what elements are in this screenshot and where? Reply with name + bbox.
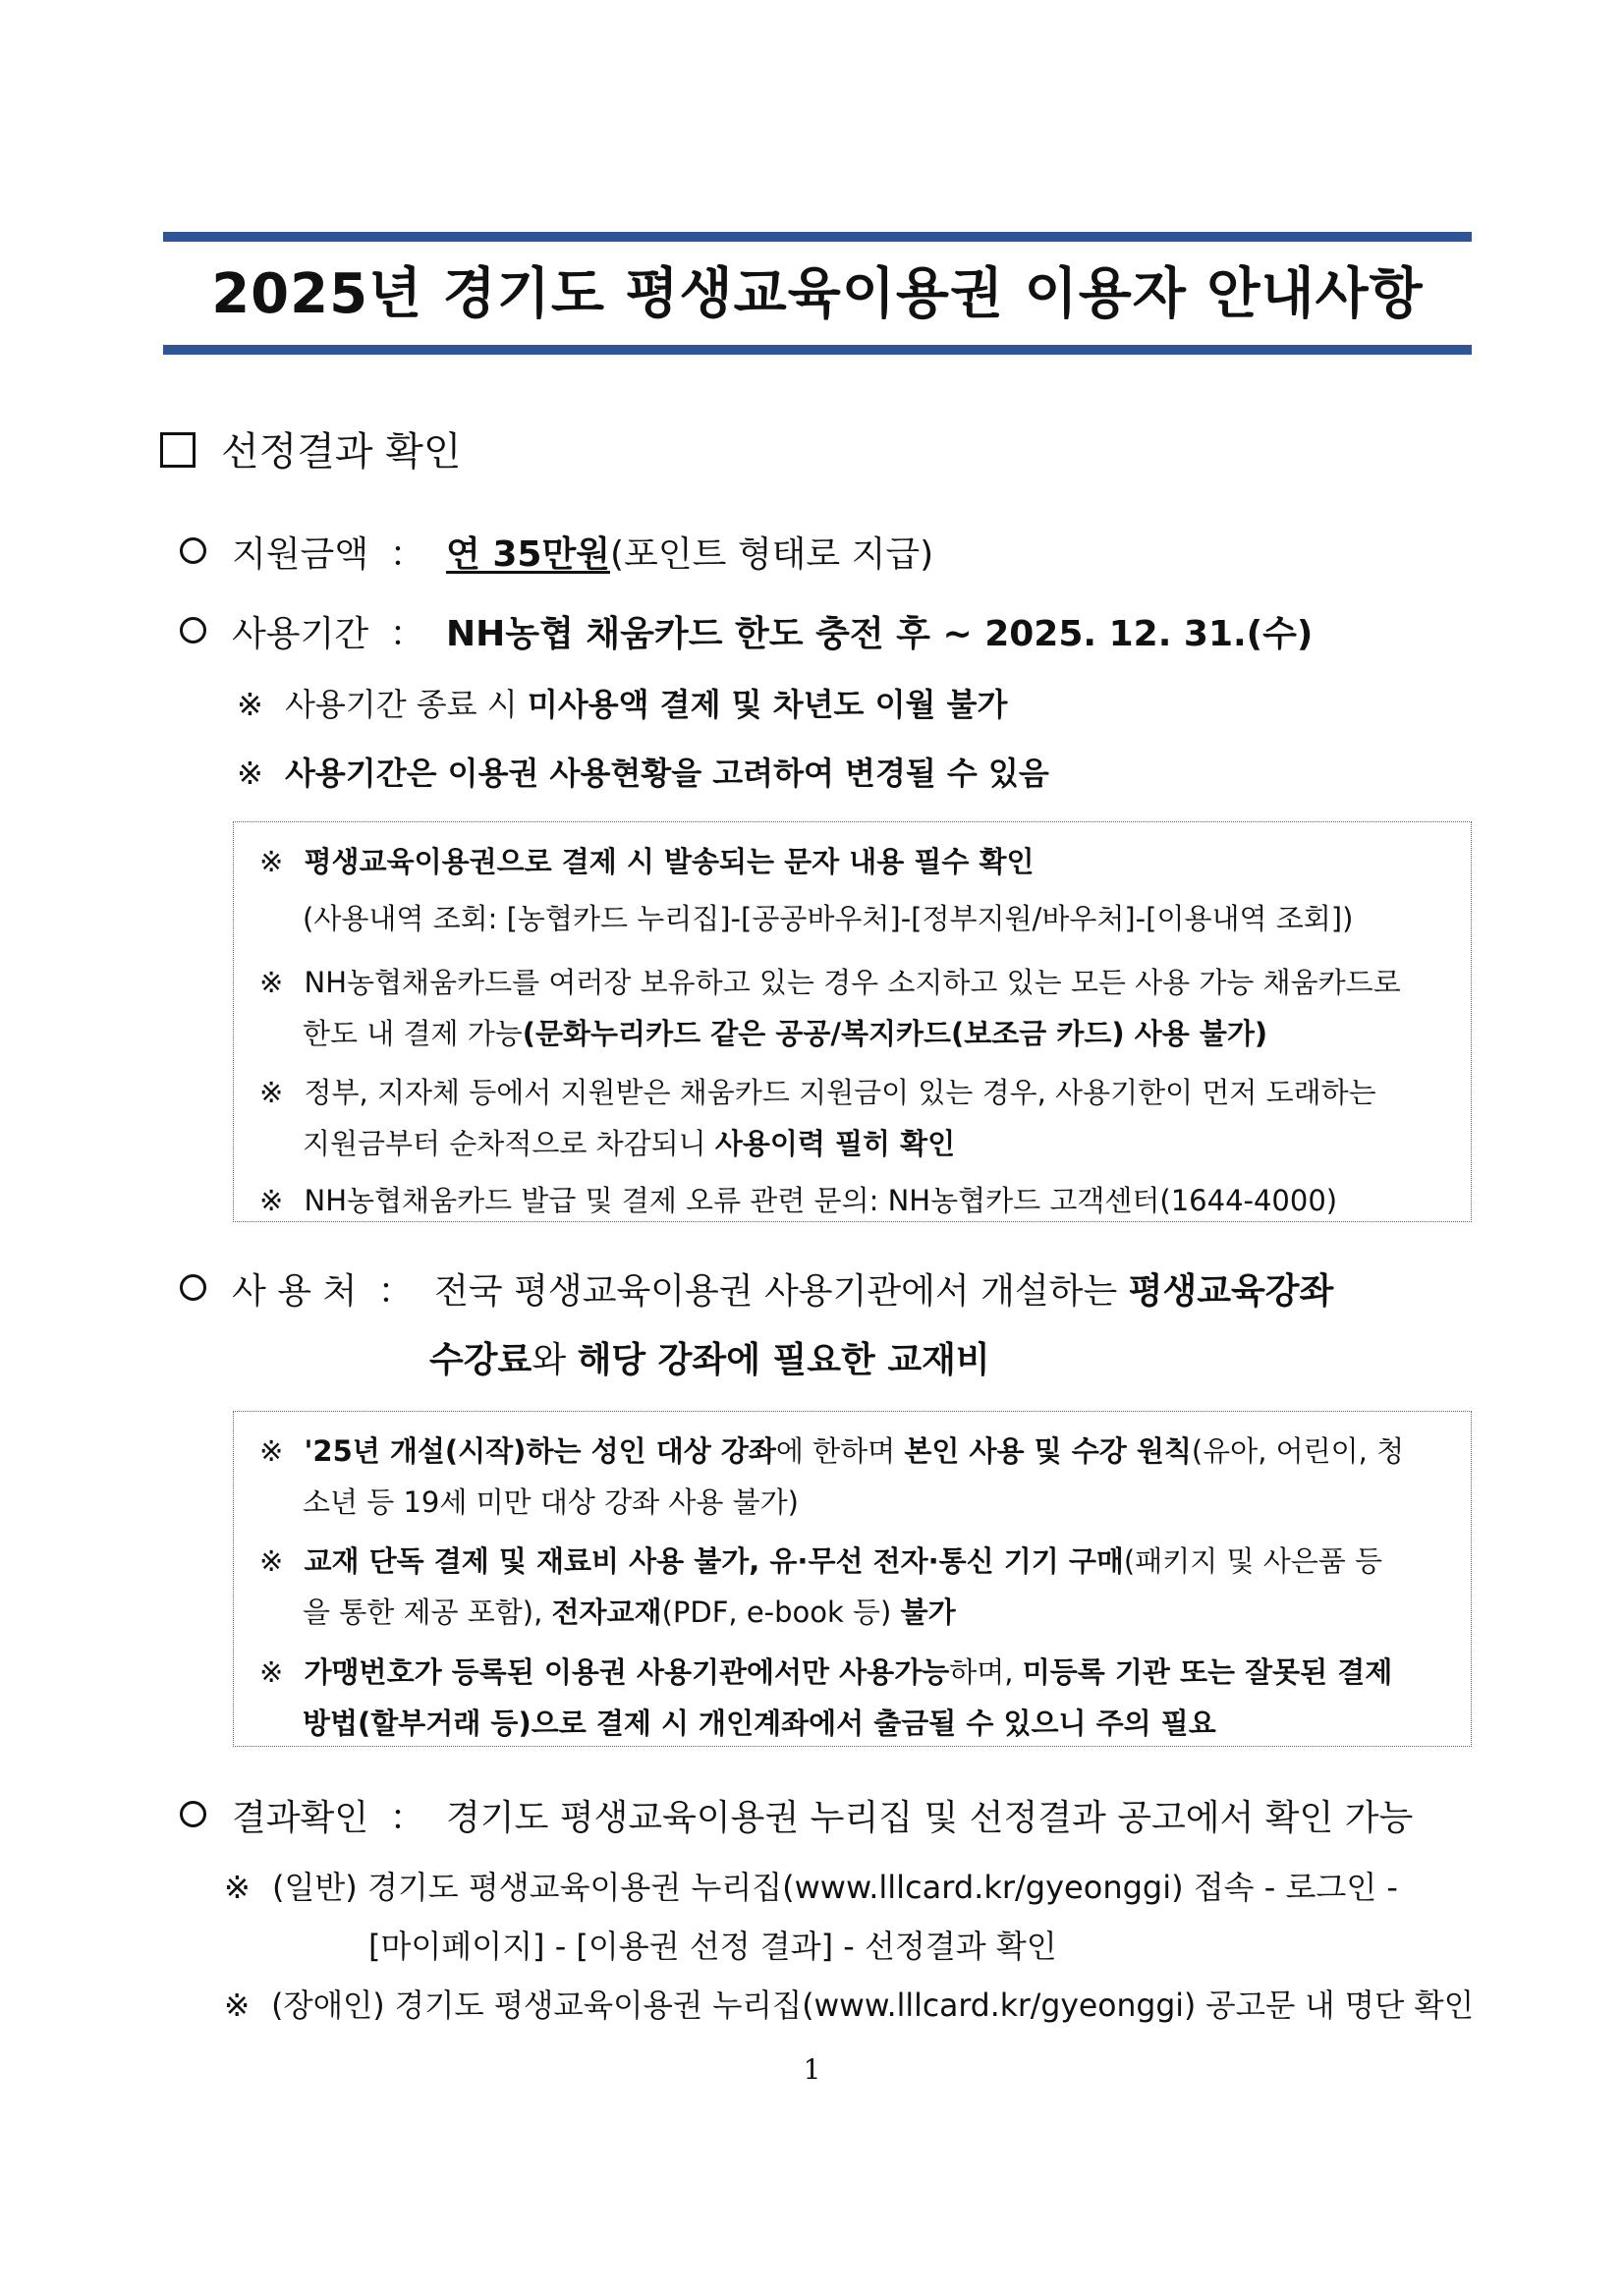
note-mark: ※ (259, 1655, 284, 1689)
bullet-circle-icon (180, 537, 206, 564)
box1-item-3-line2 (303, 1122, 955, 1162)
usage-label: 사 용 처 (232, 1271, 358, 1312)
period-note-1 (237, 680, 1007, 725)
support-label: 지원금액 (232, 534, 369, 575)
note-bold-text: 평생교육이용권으로 결제 시 발송되는 문자 내용 필수 확인 (304, 845, 1035, 878)
note-text: (일반) 경기도 평생교육이용권 누리집(www.lllcard.kr/gyeonggi) 접속 - 로그인 - (271, 1869, 1398, 1906)
period-note-2 (237, 749, 1049, 794)
note-mark: ※ (237, 755, 263, 792)
note-bold-text: (문화누리카드 같은 공공/복지카드(보조금 카드) 사용 불가) (522, 1017, 1268, 1050)
note-text: 한도 내 결제 가능 (303, 1017, 523, 1050)
note-mark: ※ (259, 966, 284, 999)
title-top-rule (163, 232, 1472, 242)
result-separator: ： (389, 1798, 425, 1838)
usage-bold-text: 평생교육강좌 (1128, 1271, 1334, 1312)
note-text: (PDF, e-book 등) (661, 1596, 901, 1629)
note-bold-text: 사용기간은 이용권 사용현황을 고려하여 변경될 수 있음 (284, 755, 1049, 792)
box2-item-1-line2: 소년 등 19세 미만 대상 강좌 사용 불가) (303, 1485, 799, 1519)
box1-item-3 (259, 1071, 1376, 1111)
usage-place-line (180, 1263, 1333, 1314)
usage-separator: ： (377, 1271, 414, 1312)
bullet-circle-icon (180, 1274, 206, 1301)
period-label: 사용기간 (232, 614, 369, 654)
box2-item-1 (259, 1429, 1404, 1470)
box1-item-4 (259, 1179, 1337, 1219)
note-text: (유아, 어린이, 청 (1191, 1434, 1405, 1468)
note-text: 하며, (949, 1655, 1023, 1689)
box1-item-2 (259, 961, 1401, 1001)
note-text: 정부, 지자체 등에서 지원받은 채움카드 지원금이 있는 경우, 사용기한이 먼저 도래하는 (304, 1076, 1376, 1109)
note-text: 지원금부터 순차적으로 차감되니 (303, 1127, 715, 1160)
note-bold-text: 사용이력 필히 확인 (714, 1127, 956, 1160)
box1-item-2-line2 (303, 1012, 1267, 1052)
checkbox-square-icon (160, 432, 196, 468)
note-mark: ※ (224, 1869, 251, 1906)
note-text: 을 통한 제공 포함), (303, 1596, 552, 1629)
support-note: (포인트 형태로 지급) (610, 534, 934, 575)
note-bold-text: 방법(할부거래 등)으로 결제 시 개인계좌에서 출금될 수 있으니 주의 필요 (303, 1707, 1216, 1740)
box2-item-2 (259, 1540, 1382, 1580)
note-bold-text: 불가 (900, 1596, 956, 1629)
period-value: NH농협 채움카드 한도 충전 후 ~ 2025. 12. 31.(수) (446, 614, 1314, 654)
note-mark: ※ (259, 1544, 284, 1578)
note-text: (장애인) 경기도 평생교육이용권 누리집(www.lllcard.kr/gyeonggi) 공고문 내 명단 확인 (271, 1987, 1475, 2024)
box2-item-3-line2 (303, 1702, 1216, 1742)
result-note-2 (224, 1981, 1474, 2026)
support-amount-line (180, 527, 933, 577)
result-check-line (180, 1790, 1413, 1840)
note-bold-text: 미등록 기관 또는 잘못된 결제 (1022, 1655, 1393, 1689)
note-bold-text: 미사용액 결제 및 차년도 이월 불가 (527, 686, 1008, 723)
note-mark: ※ (259, 1184, 284, 1217)
box1-item-1-line2: (사용내역 조회: [농협카드 누리집]-[공공바우처]-[정부지원/바우처]-[이용내역 조회]) (303, 902, 1354, 935)
usage-text: 전국 평생교육이용권 사용기관에서 개설하는 (434, 1271, 1129, 1312)
result-value: 경기도 평생교육이용권 누리집 및 선정결과 공고에서 확인 가능 (446, 1798, 1414, 1838)
result-note-1 (224, 1863, 1398, 1908)
note-mark: ※ (224, 1987, 251, 2024)
bullet-circle-icon (180, 1801, 206, 1827)
period-separator: ： (389, 614, 425, 654)
note-bold-text: 가맹번호가 등록된 이용권 사용기관에서만 사용가능 (304, 1655, 950, 1689)
section-heading-text: 선정결과 확인 (221, 429, 462, 475)
page-number: 1 (803, 2053, 821, 2086)
note-mark: ※ (259, 1434, 284, 1468)
usage-period-line (180, 606, 1313, 656)
section-heading (160, 420, 462, 476)
bullet-circle-icon (180, 617, 206, 644)
note-text: NH농협채움카드 발급 및 결제 오류 관련 문의: NH농협카드 고객센터(1644-4000) (304, 1184, 1338, 1217)
usage-place-line2 (429, 1332, 990, 1382)
note-bold-text: 교재 단독 결제 및 재료비 사용 불가, 유·무선 전자·통신 기기 구매 (304, 1544, 1124, 1578)
note-mark: ※ (237, 686, 263, 723)
box2-item-3 (259, 1651, 1392, 1691)
result-note-1-line2: [마이페이지] - [이용권 선정 결과] - 선정결과 확인 (368, 1928, 1057, 1965)
note-text: (패키지 및 사은품 등 (1123, 1544, 1382, 1578)
usage-text: 와 (532, 1340, 578, 1380)
box1-item-1 (259, 840, 1035, 880)
support-value: 연 35만원 (446, 534, 610, 575)
document-title: 2025년 경기도 평생교육이용권 이용자 안내사항 (211, 262, 1424, 326)
usage-bold-text: 수강료 (429, 1340, 532, 1380)
note-text: NH농협채움카드를 여러장 보유하고 있는 경우 소지하고 있는 모든 사용 가능 채움카드로 (304, 966, 1401, 999)
box2-item-2-line2 (303, 1591, 956, 1631)
note-bold-text: 본인 사용 및 수강 원칙 (904, 1434, 1192, 1468)
note-text: 사용기간 종료 시 (284, 686, 528, 723)
note-bold-text: '25년 개설(시작)하는 성인 대상 강좌 (304, 1434, 776, 1468)
title-bottom-rule (163, 345, 1472, 355)
note-text: 에 한하며 (775, 1434, 905, 1468)
usage-bold-text: 해당 강좌에 필요한 교재비 (577, 1340, 990, 1380)
support-separator: ： (389, 534, 425, 575)
note-bold-text: 전자교재 (551, 1596, 662, 1629)
note-mark: ※ (259, 845, 284, 878)
result-label: 결과확인 (232, 1798, 369, 1838)
note-mark: ※ (259, 1076, 284, 1109)
